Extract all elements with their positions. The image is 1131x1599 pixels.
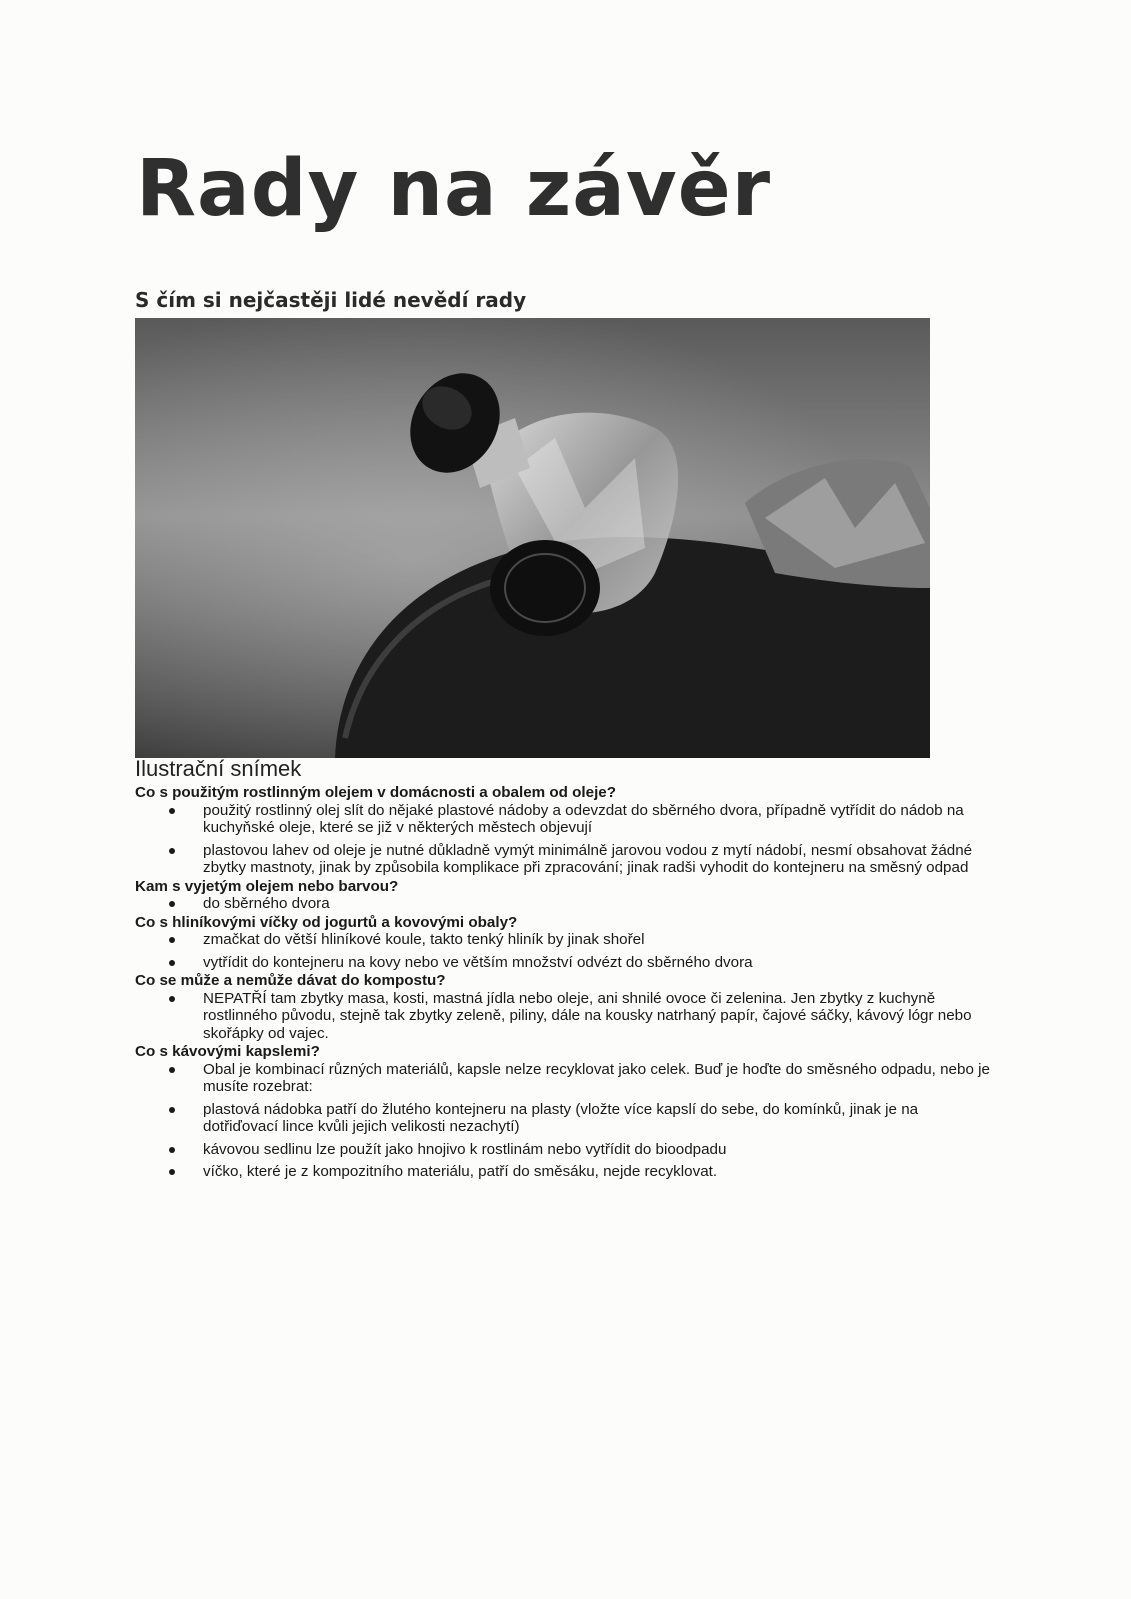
question-heading: Co s kávovými kapslemi? xyxy=(135,1043,320,1060)
plastic-bottles-image xyxy=(135,318,930,758)
list-item: kávovou sedlinu lze použít jako hnojivo k rostlinám nebo vytřídit do bioodpadu xyxy=(135,1141,995,1159)
photo-caption: Ilustrační snímek xyxy=(135,756,302,781)
list-item: do sběrného dvora xyxy=(135,895,995,913)
bullet-icon xyxy=(169,1107,175,1113)
illustration-photo xyxy=(135,318,930,758)
advice-list xyxy=(135,784,995,1186)
list-item: NEPATŘÍ tam zbytky masa, kosti, mastná jídla nebo oleje, ani shnilé ovoce či zelenina. Jen zbytky z kuchyně rostlinného původu, stejně tak zbytky zeleně, piliny, dále na kousky natrhaný papír, čajové sáčky, kávový lógr nebo skořápky od vajec. xyxy=(135,990,995,1043)
bullet-icon xyxy=(169,1067,175,1073)
question-heading: Co s hliníkovými víčky od jogurtů a kovovými obaly? xyxy=(135,913,518,931)
bullet-icon xyxy=(169,937,175,943)
answer-list xyxy=(135,1061,995,1181)
question-heading: Kam s vyjetým olejem nebo barvou? xyxy=(135,877,399,895)
bullet-icon xyxy=(169,848,175,854)
answer-list xyxy=(135,895,995,913)
list-item: zmačkat do větší hliníkové koule, takto tenký hliník by jinak shořel xyxy=(135,931,995,949)
bullet-icon xyxy=(169,996,175,1002)
bullet-icon xyxy=(169,1147,175,1153)
list-item: použitý rostlinný olej slít do nějaké plastové nádoby a odevzdat do sběrného dvora, případně vytřídit do nádob na kuchyňské oleje, které se již v některých městech objevují xyxy=(135,802,995,837)
list-item: plastovou lahev od oleje je nutné důkladně vymýt minimálně jarovou vodou z mytí nádobí, nesmí obsahovat žádné zbytky mastnoty, jinak by způsobila komplikace při zpracování; jinak radši vyhodit do kontejneru na směsný odpad xyxy=(135,842,995,877)
list-item: vytřídit do kontejneru na kovy nebo ve větším množství odvézt do sběrného dvora xyxy=(135,954,995,972)
page-title: Rady na závěr xyxy=(136,144,772,234)
list-item: Obal je kombinací různých materiálů, kapsle nelze recyklovat jako celek. Buď je hoďte do směsného odpadu, nebo je musíte rozebrat: xyxy=(135,1061,995,1096)
bullet-icon xyxy=(169,901,175,907)
question-heading: Co s použitým rostlinným olejem v domácnosti a obalem od oleje? xyxy=(135,784,617,801)
answer-list xyxy=(135,931,995,971)
bullet-icon xyxy=(169,808,175,814)
question-heading: Co se může a nemůže dávat do kompostu? xyxy=(135,972,446,989)
answer-list xyxy=(135,990,995,1043)
bullet-icon xyxy=(169,960,175,966)
answer-list xyxy=(135,802,995,877)
page-subtitle: S čím si nejčastěji lidé nevědí rady xyxy=(135,288,527,312)
list-item: plastová nádobka patří do žlutého kontejneru na plasty (vložte více kapslí do sebe, do komínků, jinak je na dotřiďovací lince kvůli jejich velikosti nezachytí) xyxy=(135,1101,995,1136)
list-item: víčko, které je z kompozitního materiálu, patří do směsáku, nejde recyklovat. xyxy=(135,1163,995,1181)
bullet-icon xyxy=(169,1169,175,1175)
